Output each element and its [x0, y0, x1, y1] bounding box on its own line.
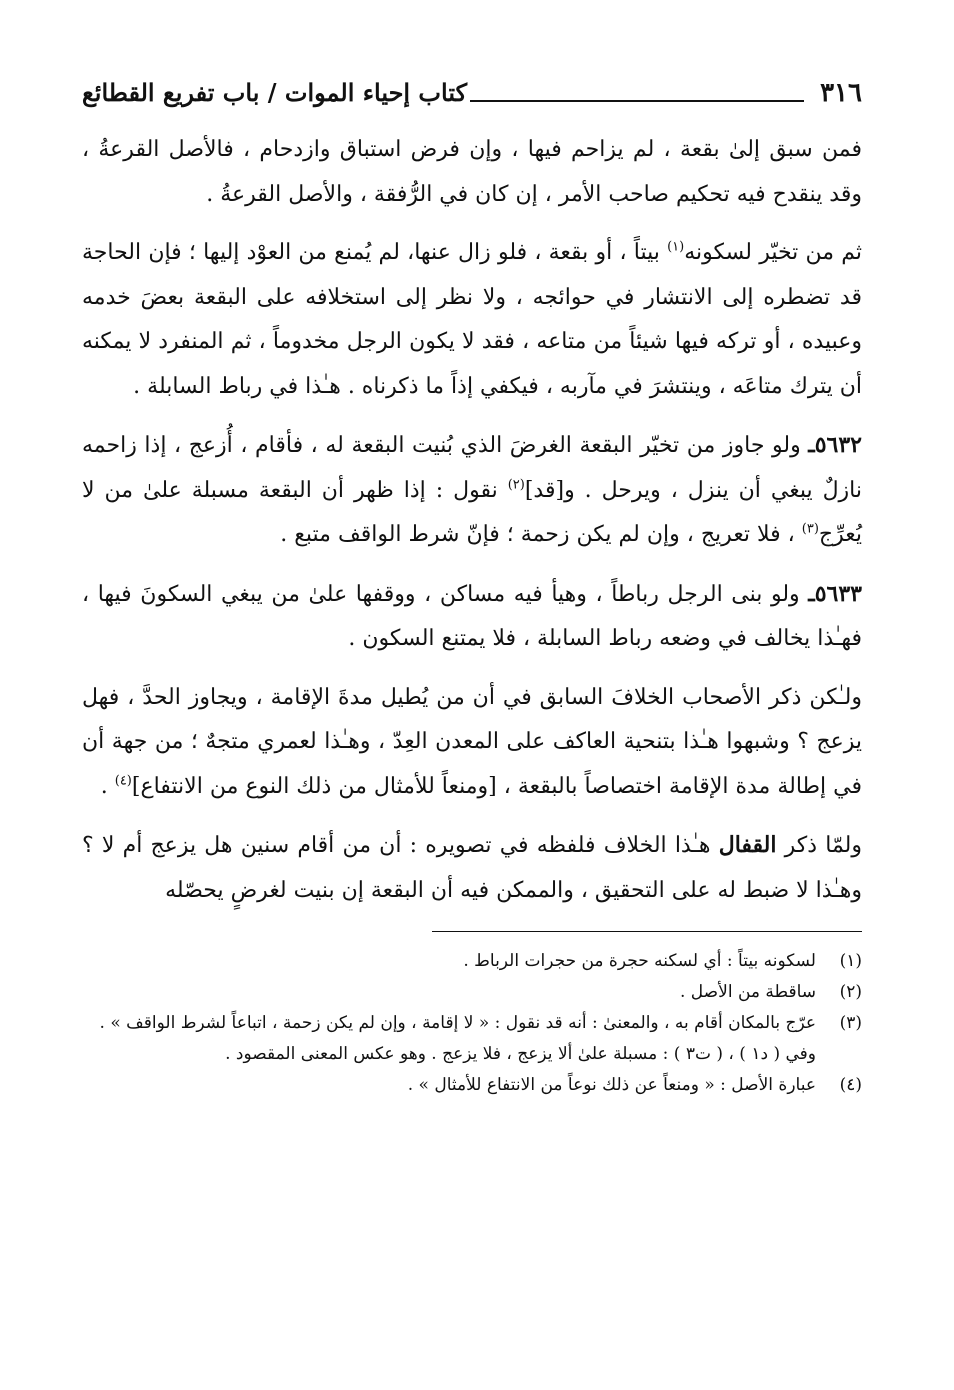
footnote-3-number: (٣) [839, 1013, 862, 1033]
footnote-4 [82, 1070, 862, 1101]
footnotes [82, 946, 862, 1101]
paragraph-5632 [82, 423, 862, 558]
paragraph-2-part-b: بيتاً ، أو بقعة ، فلو زال عنها، لم يُمنع من العوْد إليها ؛ فإن الحاجة قد تضطره إلى الانتشار في حوائجه ، ولا نظر إلى استخلافه على البقعة بعضَ خدمه وعبيده ، أو تركه فيها شيئاً من متاعه ، فقد لا يكون الرجل مخدوماً ، ثم المنفرد لا يمكنه أن يترك متاعَه ، وينتشرَ في مآربه ، فيكفي إذاً ما ذكرناه . هـٰذا في رباط السابلة . [82, 240, 862, 399]
page-header [82, 78, 862, 122]
paragraph-5633 [82, 572, 862, 662]
paragraph-2 [82, 231, 862, 409]
paragraph-6-part-b: هـٰذا الخلاف فلفظه في تصويره : أن من أقام سنين هل يزعج أم لا ؟ وهـٰذا لا ضبط له على التحقيق ، والممكن فيه أن البقعة إن بنيت لغرضٍ يحصّله [82, 833, 862, 903]
footnote-4-text: عبارة الأصل : « ومنعاً عن ذلك نوعاً من الانتفاع للأمثال » . [407, 1075, 816, 1095]
footnote-1 [82, 946, 862, 977]
footnote-1-number: (١) [839, 951, 862, 971]
header-rule [470, 100, 804, 102]
footnote-3-continuation: وفي ( د١ ) ، ( ت٣ ) : مسبلة علىٰ ألا يزعج ، فلا يزعج . وهو عكس المعنى المقصود . [225, 1044, 816, 1064]
footnote-4-number: (٤) [839, 1075, 862, 1095]
paragraph-5632-part-b: نقول : إذا ظهر أن البقعة مسبلة علىٰ من لا يُعرِّج [82, 477, 862, 547]
footnote-2 [82, 977, 862, 1008]
footnote-ref-2[interactable]: (٢) [507, 477, 525, 493]
paragraph-1: فمن سبق إلىٰ بقعة ، لم يزاحم فيها ، وإن فرض استباق وازدحام ، فالأصل القرعةُ ، وقد ينقدح فيه تحكيم صاحب الأمر ، إن كان في الرُّفقة ، والأصل القرعةُ . [82, 137, 862, 207]
footnote-3 [82, 1008, 862, 1039]
footnote-separator [432, 931, 862, 932]
paragraph-6 [82, 823, 862, 913]
paragraph-number-5632: ٥٦٣٢ـ [808, 432, 862, 458]
footnote-3-text: عرّج بالمكان أقام به ، والمعنىٰ : أنه قد نقول : « لا إقامة ، وإن لم يكن زحمة ، اتباعاً لشرط الواقف » . [99, 1013, 816, 1033]
paragraph-number-5633: ٥٦٣٣ـ [808, 580, 862, 607]
footnote-2-number: (٢) [839, 982, 862, 1002]
book-page [82, 78, 862, 1101]
paragraph-5632-part-a: ولو جاوز من تخيّر البقعة الغرضَ الذي بُنيت البقعة له ، فأقام ، أُزعج ، إذا زاحمه نازلٌ يبغي أن ينزل ، ويرحل . و[قد] [82, 433, 862, 503]
paragraph-2-part-a: ثم من تخيّر لسكونه [684, 240, 863, 265]
main-text [82, 128, 862, 913]
running-title: كتاب إحياء الموات / باب تفريع القطائع [82, 78, 468, 107]
paragraph-5 [82, 676, 862, 810]
paragraph-5633-text: ولو بنى الرجل رباطاً ، وهيأ فيه مساكن ، ووقفها علىٰ من يبغي السكونَ فيها ، فهـٰذا يخالف في وضعه رباط السابلة ، فلا يمتنع السكون . [82, 581, 862, 651]
paragraph-6-part-a: ولمّا ذكر [776, 833, 862, 858]
paragraph-5632-part-c: ، فلا تعريج ، وإن لم يكن زحمة ؛ فإنّ شرط الواقف متبع . [280, 522, 802, 547]
name-al-qaffal: القفال [718, 832, 777, 858]
footnote-ref-4[interactable]: (٤) [114, 773, 132, 789]
footnote-ref-1[interactable]: (١) [667, 239, 685, 255]
footnote-2-text: ساقطة من الأصل . [680, 982, 816, 1002]
paragraph-5-part-b: . [100, 773, 115, 799]
footnote-1-text: لسكونه بيتاً : أي لسكنه حجرة من حجرات الرباط . [463, 951, 816, 971]
page-number: ٣١٦ [820, 78, 862, 108]
footnote-ref-3[interactable]: (٣) [801, 521, 819, 537]
paragraph-5-part-a: ولـٰكن ذكر الأصحاب الخلافَ السابق في أن من يُطيل مدةَ الإقامة ، ويجاوز الحدَّ ، فهل يزعج ؟ وشبهوا هـٰذا بتنحية العاكف على المعدن العِدّ ، وهـٰذا لعمري متجهٌ ؛ من جهة أن في إطالة مدة الإقامة اختصاصاً بالبقعة ، [ومنعاً للأمثال من ذلك النوع من الانتفاع] [82, 684, 862, 799]
